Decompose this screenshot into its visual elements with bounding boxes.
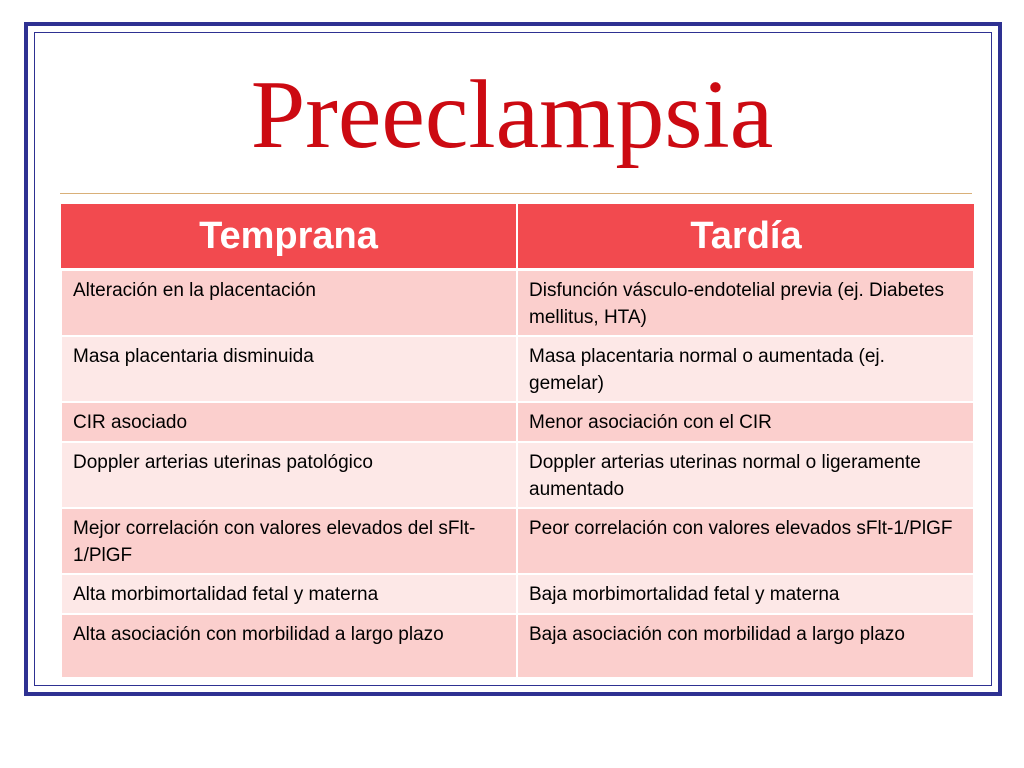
cell-temprana: Masa placentaria disminuida <box>61 336 517 402</box>
cell-tardia: Baja asociación con morbilidad a largo plazo <box>517 614 974 678</box>
cell-tardia: Disfunción vásculo-endotelial previa (ej. Diabetes mellitus, HTA) <box>517 270 974 337</box>
cell-tardia: Menor asociación con el CIR <box>517 402 974 442</box>
cell-temprana: Alteración en la placentación <box>61 270 517 337</box>
table-row <box>61 270 974 337</box>
comparison-table <box>60 204 975 679</box>
slide-title: Preeclampsia <box>250 61 774 169</box>
table-header-row <box>61 204 974 270</box>
header-temprana: Temprana <box>61 204 517 270</box>
table-row <box>61 508 974 574</box>
cell-temprana: Doppler arterias uterinas patológico <box>61 442 517 508</box>
cell-temprana: Alta morbimortalidad fetal y materna <box>61 574 517 614</box>
cell-tardia: Doppler arterias uterinas normal o ligeramente aumentado <box>517 442 974 508</box>
header-tardia: Tardía <box>517 204 974 270</box>
table-row <box>61 614 974 678</box>
table-row <box>61 442 974 508</box>
table-row <box>61 336 974 402</box>
cell-temprana: CIR asociado <box>61 402 517 442</box>
cell-tardia: Masa placentaria normal o aumentada (ej. gemelar) <box>517 336 974 402</box>
table-row <box>61 574 974 614</box>
cell-temprana: Mejor correlación con valores elevados del sFlt-1/PlGF <box>61 508 517 574</box>
cell-tardia: Peor correlación con valores elevados sFlt-1/PlGF <box>517 508 974 574</box>
cell-tardia: Baja morbimortalidad fetal y materna <box>517 574 974 614</box>
table-row <box>61 402 974 442</box>
cell-temprana: Alta asociación con morbilidad a largo plazo <box>61 614 517 678</box>
title-divider <box>60 193 972 194</box>
